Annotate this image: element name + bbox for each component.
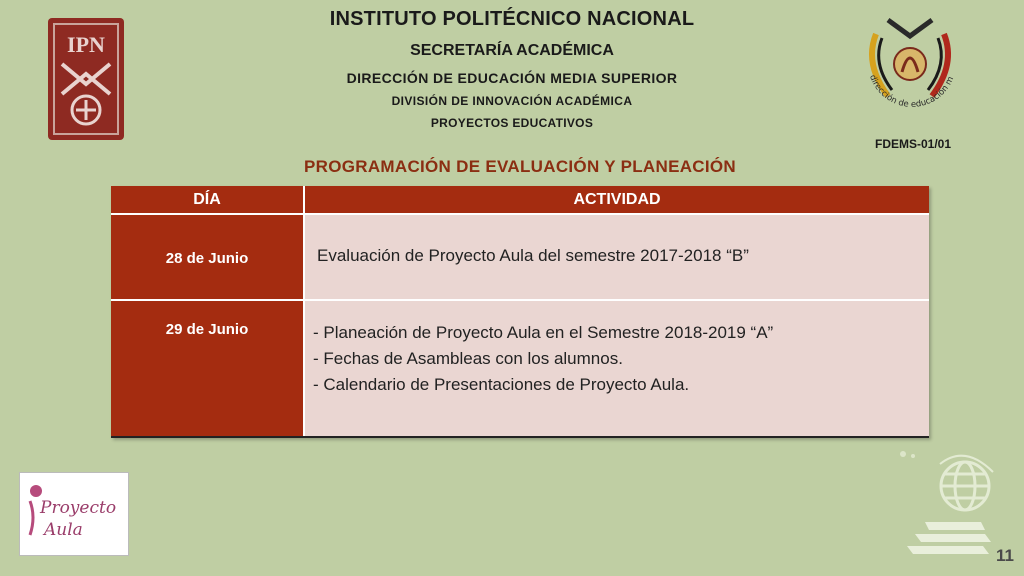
table-row bbox=[111, 299, 929, 436]
day-cell: 28 de Junio bbox=[111, 215, 305, 301]
day-cell: 29 de Junio bbox=[111, 301, 305, 436]
area-name: PROYECTOS EDUCATIVOS bbox=[430, 116, 594, 130]
secretariat-name: SECRETARÍA ACADÉMICA bbox=[410, 42, 614, 59]
form-code: FDEMS-01/01 bbox=[874, 137, 952, 151]
proyecto-aula-logo bbox=[19, 472, 129, 556]
dems-arc-text: dirección de educación m bbox=[867, 73, 957, 110]
activity-cell bbox=[305, 301, 929, 436]
division-name: DIVISIÓN DE INNOVACIÓN ACADÉMICA bbox=[391, 94, 633, 108]
schedule-table bbox=[111, 186, 929, 438]
globe-books-icon bbox=[885, 444, 1005, 559]
direction-name: DIRECCIÓN DE EDUCACIÓN MEDIA SUPERIOR bbox=[346, 70, 678, 86]
column-header-activity: ACTIVIDAD bbox=[305, 186, 929, 213]
ipn-letters: IPN bbox=[67, 32, 105, 57]
proyecto-aula-text-1: Proyecto bbox=[40, 498, 117, 518]
activity-line: - Planeación de Proyecto Aula en el Semestre 2018-2019 “A” bbox=[313, 323, 774, 342]
institution-name: INSTITUTO POLITÉCNICO NACIONAL bbox=[329, 8, 695, 30]
proyecto-aula-text-2: Aula bbox=[44, 520, 83, 540]
activity-cell bbox=[305, 215, 929, 301]
activity-line: Evaluación de Proyecto Aula del semestre 2017-2018 “B” bbox=[317, 246, 749, 265]
table-row bbox=[111, 213, 929, 301]
table-header-row bbox=[111, 186, 929, 213]
column-header-day: DÍA bbox=[111, 186, 305, 213]
section-title: PROGRAMACIÓN DE EVALUACIÓN Y PLANEACIÓN bbox=[303, 157, 736, 176]
page-number: 11 bbox=[996, 546, 1014, 565]
activity-line: - Calendario de Presentaciones de Proyecto Aula. bbox=[313, 375, 690, 394]
activity-line: - Fechas de Asambleas con los alumnos. bbox=[313, 349, 623, 368]
